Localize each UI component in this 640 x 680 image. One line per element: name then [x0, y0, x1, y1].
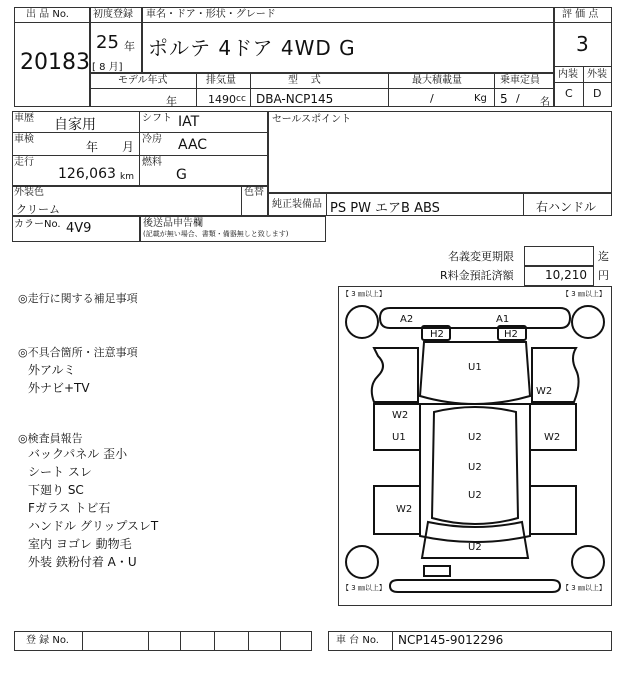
shift: IAT: [178, 114, 200, 130]
model-year-label: モデル年式: [118, 75, 168, 86]
tire-front-right: [572, 306, 604, 338]
postsend-note: (記載が無い場合、書類・備器無しと致します): [143, 230, 289, 238]
recycle-unit: 円: [598, 269, 609, 282]
inspection-year: 年: [86, 140, 99, 154]
mark-hood: U1: [468, 362, 482, 373]
handle-side: 右ハンドル: [536, 200, 597, 214]
tire-front-left: [346, 306, 378, 338]
registration-month: [ 8 月]: [92, 62, 123, 73]
displacement-label: 排気量: [206, 75, 236, 86]
inspector-title: ◎検査員報告: [18, 432, 83, 445]
inspector-item: シート スレ: [28, 465, 92, 479]
capacity: 5: [500, 92, 508, 106]
registration-year-unit: 年: [124, 40, 135, 53]
mileage: 126,063: [58, 166, 116, 182]
mileage-unit: km: [120, 172, 134, 182]
mileage-label: 走行: [14, 157, 34, 168]
inspector-item: 室内 ヨゴレ 動物毛: [28, 537, 132, 551]
tire-label-rear-left: 【 3 ㎜以上】: [342, 584, 386, 592]
registration-number-label: 登 録 No.: [26, 635, 69, 646]
inspection-month: 月: [122, 140, 135, 154]
overall-grade: 3: [576, 32, 589, 56]
displacement-unit: cc: [236, 94, 246, 104]
color-number: 4V9: [66, 221, 92, 236]
air-conditioner-label: 冷房: [142, 134, 162, 145]
defect-item: 外アルミ: [28, 363, 76, 377]
mark-h2-right: H2: [504, 329, 518, 340]
equipment-label: 純正装備品: [272, 199, 322, 210]
fuel: G: [176, 167, 187, 183]
mark-fender-right: W2: [536, 386, 553, 397]
tire-label-front-left: 【 3 ㎜以上】: [342, 290, 386, 298]
tire-label-rear-right: 【 3 ㎜以上】: [562, 584, 606, 592]
color-label: 外装色: [14, 187, 44, 198]
capacity-label: 乗車定員: [500, 75, 540, 86]
mark-h2-left: H2: [430, 329, 444, 340]
shift-label: シフト: [142, 113, 172, 124]
mark-a2: A2: [400, 314, 414, 325]
model-year-unit: 年: [166, 95, 177, 108]
mark-door-front-right: W2: [544, 432, 561, 443]
color-change-label: 色替: [244, 187, 264, 198]
recycle-label: R料金預託済額: [440, 269, 514, 282]
mark-a1: A1: [496, 314, 510, 325]
name-change-unit: 迄: [598, 250, 609, 263]
capacity-slash: /: [516, 92, 520, 105]
lot-number: 20183: [20, 50, 90, 75]
max-load-slash: /: [430, 92, 434, 105]
inspector-item: 外装 鉄粉付着 A・U: [28, 555, 137, 569]
postsend-label: 後送品申告欄: [143, 218, 203, 229]
details-block: [12, 111, 268, 186]
name-change-box: [524, 246, 594, 266]
inspector-item: ハンドル グリップスレT: [28, 519, 159, 533]
max-load-unit: Kg: [474, 93, 487, 104]
mark-door-front-left-w: W2: [392, 410, 409, 421]
lot-number-label: 出 品 No.: [26, 9, 69, 20]
car-name-label: 車名・ドア・形状・グレード: [146, 9, 276, 20]
interior-grade-label: 内装: [558, 69, 578, 80]
mark-door-front-left-u: U1: [392, 432, 406, 443]
mark-door-rear-left: W2: [396, 504, 413, 515]
air-conditioner: AAC: [178, 137, 208, 153]
equipment: PS PW エアB ABS: [330, 201, 440, 216]
name-change-label: 名義変更期限: [448, 250, 514, 263]
inspector-item: バックパネル 歪小: [28, 447, 128, 461]
fuel-label: 燃料: [142, 157, 162, 168]
sales-point-label: セールスポイント: [272, 114, 352, 125]
tire-rear-left: [346, 546, 378, 578]
displacement: 1490: [208, 93, 236, 106]
interior-grade: C: [565, 87, 573, 100]
defect-item: 外ナビ+TV: [28, 381, 90, 395]
mark-roof-front: U2: [468, 432, 482, 443]
defects-title: ◎不具合箇所・注意事項: [18, 346, 138, 359]
recycle-amount: 10,210: [545, 268, 587, 282]
car-name: ポルテ 4ドア 4WD G: [148, 36, 356, 60]
history: 自家用: [54, 117, 96, 133]
chassis-number: NCP145-9012296: [398, 633, 504, 647]
model-code-label: 型 式: [288, 75, 321, 86]
tire-rear-right: [572, 546, 604, 578]
grade-label: 評 価 点: [562, 9, 599, 20]
tire-label-front-right: 【 3 ㎜以上】: [562, 290, 606, 298]
registration-year: 25: [96, 32, 119, 53]
supplement-title: ◎走行に関する補足事項: [18, 292, 138, 305]
capacity-unit: 名: [540, 97, 550, 108]
inspection-label: 車検: [14, 134, 34, 145]
max-load-label: 最大積載量: [412, 75, 462, 86]
inspector-item: Fガラス トビ石: [28, 501, 111, 515]
mark-roof-rear: U2: [468, 490, 482, 501]
inspector-item: 下廻り SC: [28, 483, 84, 497]
history-label: 車歴: [14, 113, 34, 124]
exterior-grade-label: 外装: [587, 69, 607, 80]
first-registration-label: 初度登録: [93, 9, 133, 20]
exterior-grade: D: [593, 87, 602, 100]
chassis-number-label: 車 台 No.: [336, 635, 379, 646]
color: クリーム: [16, 203, 60, 216]
color-number-label: カラーNo.: [14, 219, 61, 230]
mark-trunk: U2: [468, 542, 482, 553]
mark-roof-mid: U2: [468, 462, 482, 473]
car-damage-diagram: [338, 286, 612, 606]
model-code: DBA-NCP145: [256, 92, 334, 106]
